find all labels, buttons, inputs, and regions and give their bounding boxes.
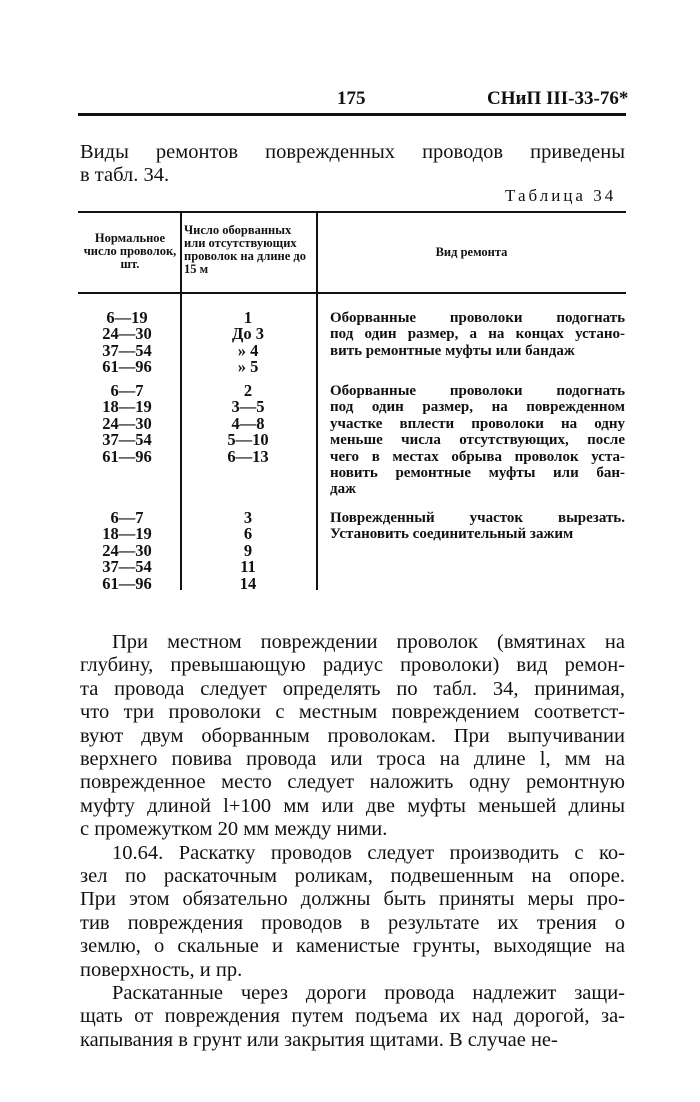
- cell-wire-count: 61—96: [102, 357, 152, 377]
- body-line: Раскатанные через дороги провода надлежит защи-: [112, 982, 625, 1004]
- body-line: поверхность, и пр.: [80, 958, 243, 981]
- cell-broken-count: До 3: [232, 324, 264, 344]
- cell-wire-count: 6—19: [106, 308, 148, 327]
- cell-broken-count: 3: [243, 508, 253, 527]
- cell-repair-text: участке вплести проволоки на одну: [330, 415, 625, 432]
- cell-repair-text: даж: [330, 481, 356, 498]
- body-line: землю, о скальные и каменистые грунты, выходящие на: [80, 935, 625, 958]
- cell-repair-text: Оборванные проволоки подогнать: [330, 383, 625, 399]
- cell-wire-count: 18—19: [102, 524, 152, 544]
- cell-repair-text: под один размер, а на концах устано-: [330, 326, 625, 343]
- table-top-rule: [78, 211, 626, 213]
- body-line: муфту длиной l+100 мм или две муфты меньшей длины: [80, 794, 625, 817]
- column-divider: [180, 213, 182, 293]
- page-number: 175: [337, 88, 366, 109]
- body-line: 10.64. Раскатку проводов следует производить с ко-: [112, 841, 625, 864]
- header-wire-count: Нормальное число проволок, шт.: [83, 231, 177, 271]
- header-repair-type: Вид ремонта: [435, 245, 508, 259]
- cell-repair-text: меньше числа отсутствующих, после: [330, 432, 625, 449]
- intro-line: Виды ремонтов поврежденных проводов приведены: [80, 141, 625, 163]
- cell-wire-count: 37—54: [102, 430, 152, 450]
- cell-repair-text: под один размер, на поврежденном: [330, 399, 625, 416]
- body-line: зел по раскаточным роликам, подвешенным на опоре.: [80, 865, 625, 887]
- cell-repair-text: Поврежденный участок вырезать.: [330, 510, 625, 526]
- body-line: поврежденное место следует наложить одну ремонтную: [80, 771, 625, 794]
- cell-broken-count: » 4: [237, 340, 259, 360]
- cell-broken-count: 2: [243, 381, 253, 400]
- cell-repair-text: Установить соединительный зажим: [330, 526, 574, 543]
- cell-broken-count: 3—5: [231, 397, 265, 417]
- cell-repair-text: новить ремонтные муфты или бан-: [330, 465, 625, 481]
- cell-broken-count: 6—13: [227, 446, 269, 466]
- document-code: СНиП III-33-76*: [487, 88, 629, 109]
- body-line: та провода следует определять по табл. 34, принимая,: [80, 677, 625, 700]
- cell-repair-text: чего в местах обрыва проволок уста-: [330, 448, 625, 465]
- body-line: тив повреждения проводов в результате их трения о: [80, 911, 625, 934]
- column-divider: [180, 294, 182, 590]
- cell-wire-count: 24—30: [102, 413, 152, 433]
- cell-wire-count: 61—96: [102, 573, 152, 593]
- body-line: При местном повреждении проволок (вмятинах на: [112, 631, 625, 653]
- intro-line: в табл. 34.: [80, 164, 170, 186]
- body-line: что три проволоки с местным повреждением соответст-: [80, 701, 625, 724]
- cell-broken-count: 11: [240, 557, 256, 577]
- body-line: глубину, превышающую радиус проволоки) вид ремон-: [80, 654, 625, 677]
- body-line: с промежутком 20 мм между ними.: [80, 818, 388, 841]
- cell-broken-count: 4—8: [231, 413, 265, 433]
- body-line: вуют двум оборванным проволокам. При выпучивании: [80, 724, 625, 747]
- body-line: щать от повреждения путем подъема их над дорогой, за-: [80, 1005, 625, 1028]
- cell-broken-count: 9: [243, 540, 253, 560]
- cell-broken-count: 1: [243, 308, 253, 327]
- cell-broken-count: 14: [239, 573, 257, 593]
- cell-wire-count: 37—54: [102, 557, 152, 577]
- body-line: капывания в грунт или закрытия щитами. В случае не-: [80, 1028, 558, 1051]
- cell-wire-count: 18—19: [102, 397, 152, 417]
- cell-broken-count: » 5: [237, 357, 259, 377]
- body-line: верхнего повива провода или троса на длине l, мм на: [80, 748, 625, 770]
- cell-wire-count: 37—54: [102, 340, 152, 360]
- cell-repair-text: вить ремонтные муфты или бандаж: [330, 342, 575, 359]
- header-rule: [78, 113, 626, 116]
- table-caption: Таблица 34: [505, 186, 617, 205]
- cell-wire-count: 24—30: [102, 540, 152, 560]
- cell-broken-count: 5—10: [227, 430, 269, 450]
- table-header-rule: [78, 292, 626, 294]
- cell-wire-count: 6—7: [110, 381, 144, 400]
- cell-repair-text: Оборванные проволоки подогнать: [330, 310, 625, 326]
- cell-wire-count: 6—7: [110, 508, 144, 527]
- body-line: При этом обязательно должны быть приняты меры про-: [80, 888, 625, 911]
- header-broken-count: Число оборванных или отсутствующих проволок на длине до 15 м: [184, 223, 306, 276]
- cell-wire-count: 61—96: [102, 446, 152, 466]
- column-divider: [316, 294, 318, 590]
- cell-wire-count: 24—30: [102, 324, 152, 344]
- cell-broken-count: 6: [243, 524, 253, 544]
